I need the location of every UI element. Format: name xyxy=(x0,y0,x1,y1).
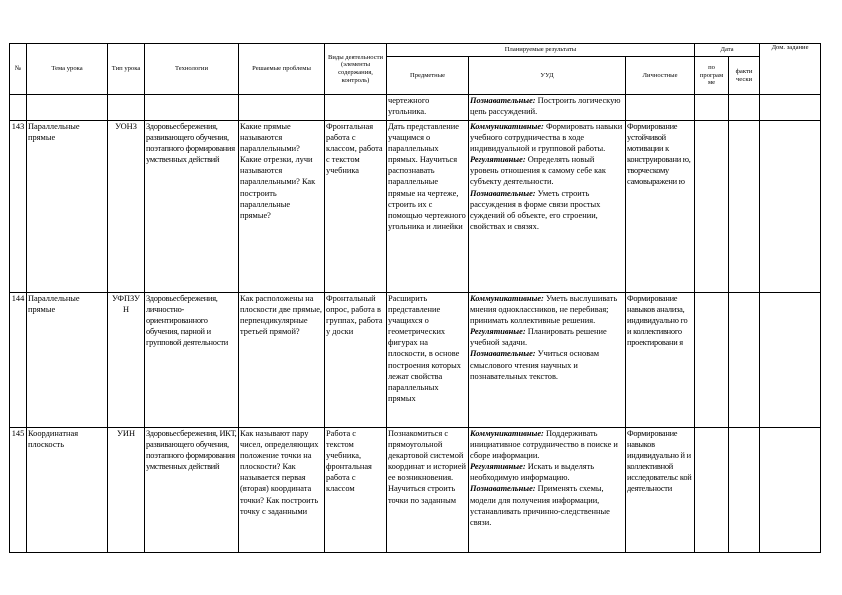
uud-label: Познавательные: xyxy=(470,96,536,105)
cell-subject: Расширить представление учащихся о геометрических фигурах на плоскости, в основе построения которых лежат свойства параллельных прямых xyxy=(387,293,469,428)
cell-activities: Фронтальная работа с классом, работа с текстом учебника xyxy=(325,121,387,293)
uud-text: Поддерживать инициативное сотрудничество в поиске и сборе информации. xyxy=(470,429,618,461)
cell-homework xyxy=(760,95,821,121)
uud-text: Построить логическую цепь рассуждений. xyxy=(470,96,621,117)
uud-label: Регулятивные: xyxy=(470,462,526,472)
table-row xyxy=(10,293,821,428)
header-personal: Личностные xyxy=(626,57,695,95)
cell-personal: Формирование навыков анализа, индивидуально го и коллективного проектировани я xyxy=(626,293,695,428)
cell-homework xyxy=(760,121,821,293)
cell-uud xyxy=(469,121,626,293)
table-row xyxy=(10,428,821,553)
cell-date-fact xyxy=(729,95,760,121)
header-homework: Дом. задание xyxy=(760,44,821,95)
cell-uud xyxy=(469,428,626,553)
cell-problems: Как называют пару чисел, определяющих положение точки на плоскости? Как называется первая (вторая) координата точки? Как построить точку с заданными xyxy=(239,428,325,553)
header-num: № xyxy=(10,44,27,95)
header-problems: Решаемые проблемы xyxy=(239,44,325,95)
cell-topic: Параллельные прямые xyxy=(27,121,108,293)
uud-text: Уметь выслушивать мнения одноклассников, не перебивая; принимать коллективные решения. xyxy=(470,294,618,326)
cell-topic: Параллельные прямые xyxy=(27,293,108,428)
cell-date-plan xyxy=(695,95,729,121)
uud-text: Искать и выделять необходимую информацию. xyxy=(470,462,595,483)
cell-type: УОНЗ xyxy=(108,121,145,293)
cell-topic xyxy=(27,95,108,121)
cell-subject: чертежного угольника. xyxy=(387,95,469,121)
cell-date-fact xyxy=(729,121,760,293)
uud-text: Определять новый уровень отношения к самому себе как субъекту деятельности. xyxy=(470,155,606,187)
header-date: Дата xyxy=(695,44,760,57)
cell-date-plan xyxy=(695,121,729,293)
cell-activities: Работа с текстом учебника, фронтальная работа с классом xyxy=(325,428,387,553)
cell-date-fact xyxy=(729,293,760,428)
uud-text: Формировать навыки учебного сотрудничества в ходе индивидуальной и групповой работы. xyxy=(470,122,623,154)
uud-label: Регулятивные: xyxy=(470,327,526,337)
cell-personal: Формирование навыков индивидуально й и коллективной исследовательс кой деятельности xyxy=(626,428,695,553)
cell-tech: Здоровьесбережения, развивающего обучения, поэтапного формирования умственных действий xyxy=(145,121,239,293)
cell-personal: Формирование устойчивой мотивации к конструировани ю, творческому самовыражени ю xyxy=(626,121,695,293)
header-date-plan: по програм ме xyxy=(695,57,729,95)
header-tech: Технологии xyxy=(145,44,239,95)
cell-topic: Координатная плоскость xyxy=(27,428,108,553)
cell-date-plan xyxy=(695,293,729,428)
uud-text: Планировать решение учебной задачи. xyxy=(470,327,607,348)
header-date-fact: факти чески xyxy=(729,57,760,95)
cell-subject: Познакомиться с прямоугольной декартовой системой координат и историей ее возникновения. Научиться строить точки по заданным xyxy=(387,428,469,553)
cell-personal xyxy=(626,95,695,121)
header-topic: Тема урока xyxy=(27,44,108,95)
cell-tech: Здоровьесбережения, личностно-ориентированного обучения, парной и групповой деятельности xyxy=(145,293,239,428)
cell-uud xyxy=(469,95,626,121)
cell-uud xyxy=(469,293,626,428)
uud-text: Уметь строить рассуждения в форме связи простых суждений об объекте, его строении, свойствах и связях. xyxy=(470,188,601,231)
cell-problems xyxy=(239,95,325,121)
header-planned: Планируемые результаты xyxy=(387,44,695,57)
header-uud: УУД xyxy=(469,57,626,95)
cell-subject: Дать представление учащимся о параллельных прямых. Научиться распознавать параллельные прямые на чертеже, строить их с помощью чертежного угольника и линейки xyxy=(387,121,469,293)
uud-label: Познавательные: xyxy=(470,349,536,359)
lesson-plan-table xyxy=(9,43,821,553)
cell-tech: Здоровьесбережения, ИКТ, развивающего обучения, поэтапного формирования умственных действий xyxy=(145,428,239,553)
cell-date-fact xyxy=(729,428,760,553)
cell-homework xyxy=(760,293,821,428)
cell-type: УИН xyxy=(108,428,145,553)
cell-type xyxy=(108,95,145,121)
cell-num: 144 xyxy=(10,293,27,428)
cell-num: 143 xyxy=(10,121,27,293)
header-activities: Виды деятельности (элементы содержания, контроль) xyxy=(325,44,387,95)
header-type: Тип урока xyxy=(108,44,145,95)
cell-problems: Какие прямые называются параллельными? Какие отрезки, лучи называются параллельными? Как построить параллельные прямые? xyxy=(239,121,325,293)
uud-label: Познавательные: xyxy=(470,484,536,494)
cell-tech xyxy=(145,95,239,121)
cell-date-plan xyxy=(695,428,729,553)
cell-num xyxy=(10,95,27,121)
cell-homework xyxy=(760,428,821,553)
table-row xyxy=(10,121,821,293)
cell-num: 145 xyxy=(10,428,27,553)
uud-label: Коммуникативные: xyxy=(470,429,544,438)
uud-label: Коммуникативные: xyxy=(470,294,544,303)
cell-activities: Фронтальный опрос, работа в группах, работа у доски xyxy=(325,293,387,428)
table-row xyxy=(10,95,821,121)
uud-text: Применять схемы, модели для получения информации, устанавливать причинно-следственные связи. xyxy=(470,484,610,527)
uud-text: Учиться основам смыслового чтения научных и познавательных текстов. xyxy=(470,349,600,381)
cell-problems: Как расположены на плоскости две прямые, перпендикулярные третьей прямой? xyxy=(239,293,325,428)
cell-type: УФПЗУ Н xyxy=(108,293,145,428)
cell-activities xyxy=(325,95,387,121)
uud-label: Познавательные: xyxy=(470,188,536,198)
header-subject: Предметные xyxy=(387,57,469,95)
uud-label: Коммуникативные: xyxy=(470,122,544,131)
uud-label: Регулятивные: xyxy=(470,155,526,165)
